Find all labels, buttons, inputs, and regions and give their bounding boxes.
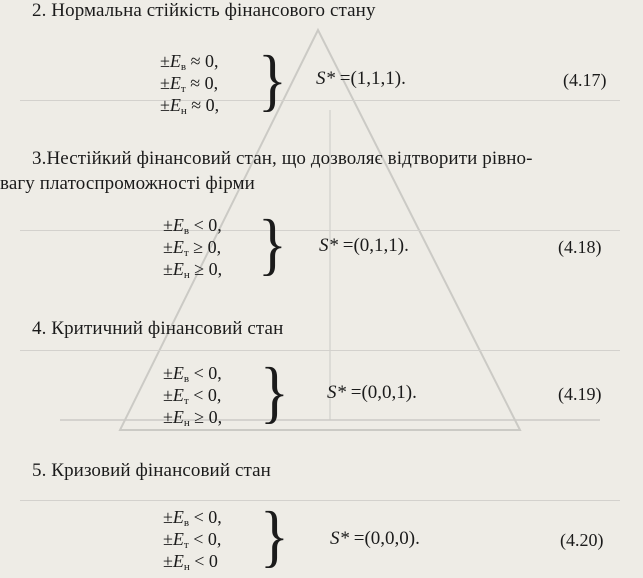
var-subscript: н [183, 417, 190, 429]
inequality-row [163, 214, 222, 236]
var-subscript: в [180, 61, 187, 73]
equation-number: (4.20) [560, 530, 604, 550]
var-symbol: E [169, 51, 181, 71]
plus-minus-sign: ± [163, 385, 173, 405]
inequality-system-4-20 [163, 506, 222, 572]
inequality-system-4-17 [160, 50, 219, 116]
section-heading-crisis: 5. Кризовий фінансовий стан [32, 460, 271, 481]
equation-number: (4.19) [558, 384, 602, 404]
inequality-row [160, 72, 219, 94]
inequality-row [163, 258, 222, 280]
relation: ≈ 0, [190, 51, 219, 71]
section-heading-unstable-line1: 3.Нестійкий фінансовий стан, що дозволяє відтворити рівно- [32, 148, 533, 169]
var-symbol: E [172, 363, 184, 383]
inequality-row [163, 506, 222, 528]
inequality-row [163, 236, 222, 258]
var-subscript: в [183, 517, 190, 529]
relation: < 0, [193, 507, 222, 527]
relation: ≈ 0, [190, 73, 219, 93]
var-subscript: н [183, 269, 190, 281]
right-brace: } [260, 354, 289, 430]
var-symbol: E [172, 237, 184, 257]
inequality-system-4-19 [163, 362, 222, 428]
var-symbol: E [172, 215, 184, 235]
var-symbol: E [169, 73, 181, 93]
plus-minus-sign: ± [163, 363, 173, 383]
var-symbol: E [169, 95, 181, 115]
relation: ≈ 0, [191, 95, 220, 115]
equation-number: (4.18) [558, 237, 602, 257]
plus-minus-sign: ± [160, 95, 170, 115]
relation: < 0, [193, 215, 222, 235]
section-heading-unstable-line2: вагу платоспроможності фірми [0, 173, 255, 194]
plus-minus-sign: ± [160, 73, 170, 93]
inequality-row [163, 384, 222, 406]
var-subscript: т [180, 83, 186, 95]
relation: ≥ 0, [193, 237, 222, 257]
var-symbol: E [172, 529, 184, 549]
var-symbol: E [172, 551, 184, 571]
equation-number: (4.17) [563, 70, 607, 90]
var-subscript: т [183, 395, 189, 407]
plus-minus-sign: ± [163, 551, 173, 571]
state-vector-4-20: S* =(0,0,0). [330, 528, 420, 549]
state-vector-4-17: S* =(1,1,1). [316, 68, 406, 89]
plus-minus-sign: ± [163, 529, 173, 549]
var-subscript: т [183, 247, 189, 259]
plus-minus-sign: ± [160, 51, 170, 71]
state-vector-4-18: S* =(0,1,1). [319, 235, 409, 256]
var-subscript: т [183, 539, 189, 551]
state-vector-4-19: S* =(0,0,1). [327, 382, 417, 403]
inequality-system-4-18 [163, 214, 222, 280]
var-symbol: E [172, 259, 184, 279]
inequality-row [163, 406, 222, 428]
inequality-row [160, 94, 219, 116]
relation: ≥ 0, [194, 259, 223, 279]
plus-minus-sign: ± [163, 407, 173, 427]
var-symbol: E [172, 407, 184, 427]
plus-minus-sign: ± [163, 507, 173, 527]
relation: < 0, [193, 529, 222, 549]
plus-minus-sign: ± [163, 259, 173, 279]
relation: < 0, [193, 385, 222, 405]
var-symbol: E [172, 385, 184, 405]
relation: < 0, [193, 363, 222, 383]
inequality-row [163, 362, 222, 384]
var-subscript: н [180, 105, 187, 117]
var-symbol: E [172, 507, 184, 527]
relation: ≥ 0, [194, 407, 223, 427]
var-subscript: в [183, 373, 190, 385]
plus-minus-sign: ± [163, 215, 173, 235]
section-heading-normal: 2. Нормальна стійкість фінансового стану [32, 0, 376, 21]
inequality-row [163, 528, 222, 550]
section-heading-critical: 4. Критичний фінансовий стан [32, 318, 284, 339]
right-brace: } [258, 206, 287, 282]
var-subscript: н [183, 561, 190, 573]
relation: < 0 [194, 551, 218, 571]
right-brace: } [258, 42, 287, 118]
inequality-row [163, 550, 222, 572]
right-brace: } [260, 498, 289, 574]
plus-minus-sign: ± [163, 237, 173, 257]
inequality-row [160, 50, 219, 72]
var-subscript: в [183, 225, 190, 237]
